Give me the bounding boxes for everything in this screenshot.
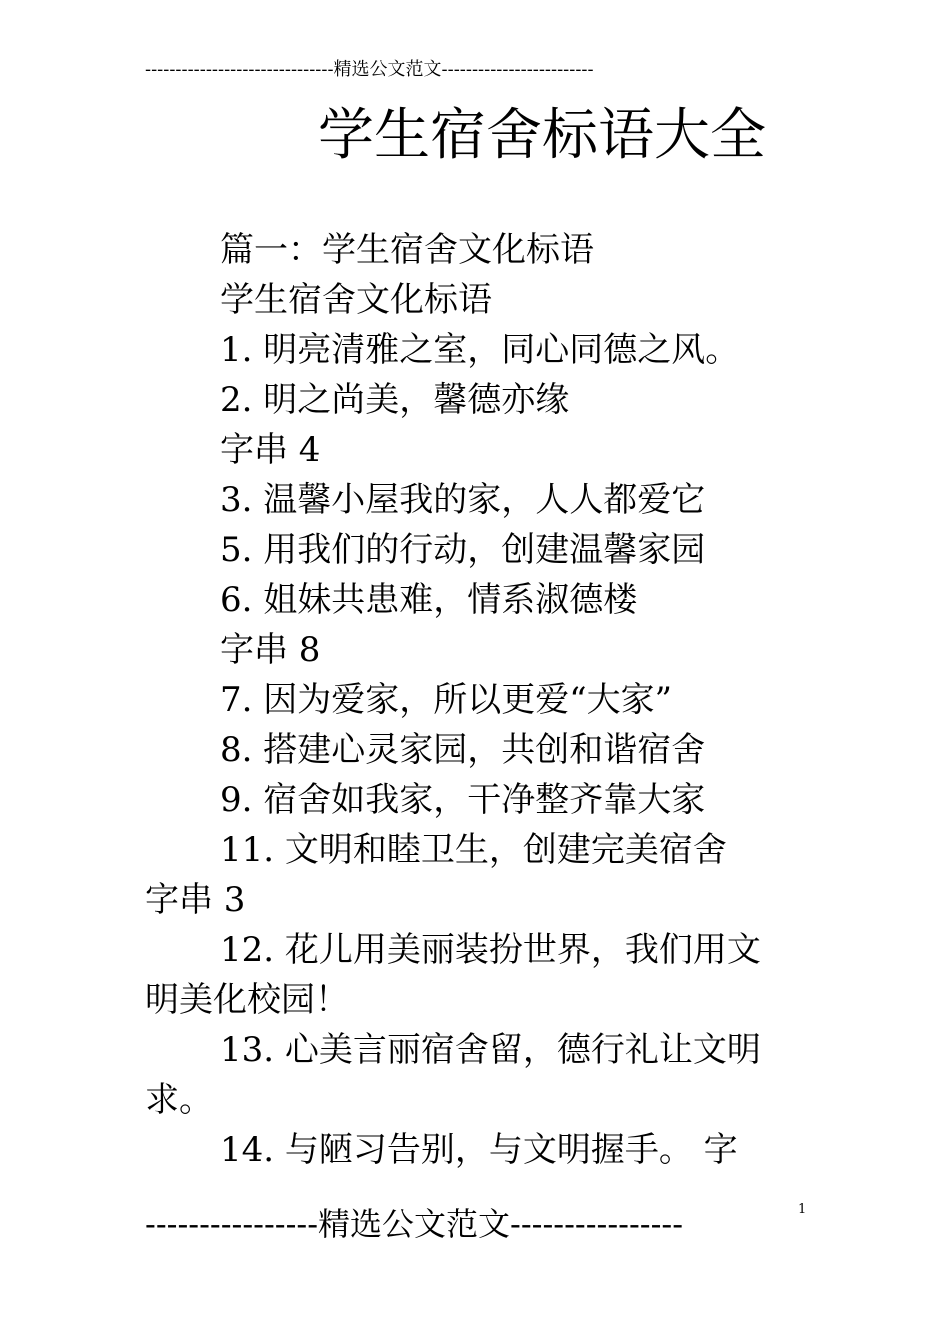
section-heading: 篇一：学生宿舍文化标语 bbox=[220, 230, 594, 270]
slogan-line: 11. 文明和睦卫生，创建完美宿舍 bbox=[220, 830, 727, 870]
slogan-line: 8. 搭建心灵家园，共创和谐宿舍 bbox=[220, 730, 706, 770]
slogan-line: 12. 花儿用美丽装扮世界，我们用文 bbox=[220, 930, 761, 970]
string-marker: 字串 3 bbox=[145, 880, 246, 920]
slogan-line: 2. 明之尚美，馨德亦缘 bbox=[220, 380, 570, 420]
slogan-line: 6. 姐妹共患难，情系淑德楼 bbox=[220, 580, 638, 620]
slogan-line-continuation: 求。 bbox=[145, 1080, 213, 1120]
slogan-line-continuation: 明美化校园！ bbox=[145, 980, 349, 1020]
string-marker: 字串 4 bbox=[220, 430, 321, 470]
slogan-line: 3. 温馨小屋我的家，人人都爱它 bbox=[220, 480, 706, 520]
string-marker: 字串 8 bbox=[220, 630, 321, 670]
slogan-line: 9. 宿舍如我家，干净整齐靠大家 bbox=[220, 780, 706, 820]
page-number: 1 bbox=[798, 1202, 807, 1217]
subheading: 学生宿舍文化标语 bbox=[220, 280, 492, 320]
page-footer: ----------------精选公文范文---------------- bbox=[145, 1205, 684, 1243]
page-header: -------------------------------精选公文范文------------------------- bbox=[145, 59, 594, 80]
slogan-line: 14. 与陋习告别，与文明握手。 字 bbox=[220, 1130, 738, 1170]
slogan-line: 7. 因为爱家，所以更爱“大家” bbox=[220, 680, 673, 720]
slogan-line: 1. 明亮清雅之室，同心同德之风。 bbox=[220, 330, 740, 370]
document-title: 学生宿舍标语大全 bbox=[318, 103, 766, 168]
slogan-line: 13. 心美言丽宿舍留，德行礼让文明 bbox=[220, 1030, 761, 1070]
slogan-line: 5. 用我们的行动，创建温馨家园 bbox=[220, 530, 706, 570]
